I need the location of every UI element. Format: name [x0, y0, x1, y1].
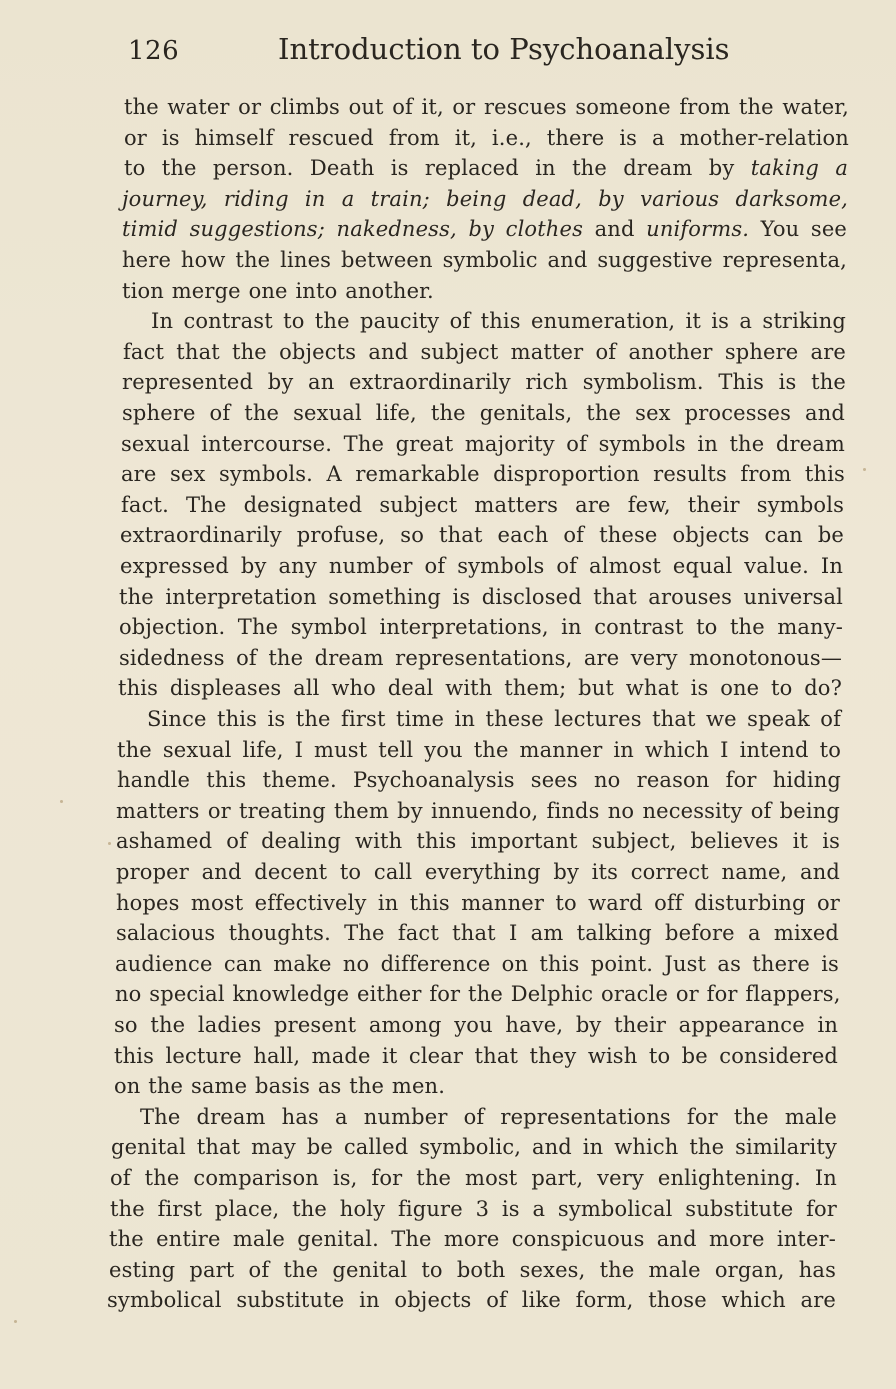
page-speck [863, 468, 866, 471]
text-run: salacious thoughts. The fact that I am talking before a mixed [116, 921, 839, 946]
text-line [119, 645, 842, 675]
text-line [122, 186, 848, 216]
text-line [147, 706, 841, 736]
text-run: fact that the objects and subject matter of another sphere are [123, 339, 846, 364]
text-line [122, 278, 434, 308]
text-run: You see [749, 217, 848, 242]
italic-text: journey, riding in a train; being dead, by various darksome, [122, 186, 848, 211]
text-line [116, 859, 840, 889]
text-line [121, 431, 845, 461]
text-run: are sex symbols. A remarkable disproportion results from this [121, 462, 845, 487]
text-run: this lecture hall, made it clear that they wish to be considered [114, 1043, 838, 1068]
text-run: so the ladies present among you have, by their appearance in [114, 1013, 838, 1037]
text-run: tion merge one into another. [122, 278, 434, 303]
text-line [115, 951, 839, 981]
text-run: the interpretation something is disclosed that arouses universal [119, 584, 843, 609]
text-run: ashamed of dealing with this important subject, believes it is [116, 829, 840, 854]
text-run: The dream has a number of representations for the male [140, 1104, 837, 1129]
text-line [122, 369, 846, 399]
text-run: sphere of the sexual life, the genitals, the sex processes and [122, 401, 845, 425]
page-header [128, 32, 730, 76]
text-run: fact. The designated subject matters are few, their symbols [121, 492, 844, 517]
text-line [122, 400, 845, 430]
text-line [110, 1196, 837, 1226]
text-line [122, 247, 847, 277]
text-line [107, 1287, 836, 1317]
text-run: the sexual life, I must tell you the manner in which I intend to [117, 737, 841, 762]
text-run: no special knowledge either for the Delphic oracle or for flappers, [115, 982, 841, 1007]
page-speck [108, 842, 111, 845]
text-line [109, 1226, 836, 1256]
text-run: expressed by any number of symbols of almost equal value. In [120, 554, 843, 578]
text-line [117, 767, 841, 797]
text-run: this displeases all who deal with them; but what is one to do? [118, 676, 842, 701]
text-line [116, 920, 839, 950]
text-line [124, 94, 849, 124]
text-run: represented by an extraordinarily rich symbolism. This is the [122, 370, 846, 395]
page-speck [14, 1320, 17, 1323]
text-run: to the person. Death is replaced in the dream by [124, 156, 751, 181]
text-line [120, 553, 843, 583]
text-line [114, 1012, 838, 1042]
text-run: objection. The symbol interpretations, in contrast to the many- [119, 615, 843, 640]
text-run: sidedness of the dream representations, are very monotonous— [119, 645, 842, 670]
text-run: the water or climbs out of it, or rescues someone from the water, [124, 95, 849, 119]
text-run: symbolical substitute in objects of like form, those which are [107, 1288, 836, 1313]
text-run: here how the lines between symbolic and suggestive representa, [122, 248, 847, 272]
italic-text: taking a [750, 156, 848, 181]
text-line [114, 1073, 445, 1103]
running-title: Introduction to Psychoanalysis [278, 32, 730, 66]
page-number: 126 [128, 36, 180, 66]
text-run: genital that may be called symbolic, and in which the similarity [111, 1135, 837, 1160]
italic-text: timid suggestions; nakedness, by clothes [122, 217, 583, 242]
text-line [124, 125, 849, 155]
text-run: In contrast to the paucity of this enumeration, it is a striking [151, 309, 846, 334]
text-run: on the same basis as the men. [114, 1074, 446, 1099]
text-line [151, 308, 846, 338]
text-run: extraordinarily profuse, so that each of these objects can be [120, 523, 844, 548]
text-line [122, 216, 847, 246]
text-run: of the comparison is, for the most part, very enlightening. In [110, 1166, 837, 1190]
page-speck [60, 800, 63, 803]
text-line [116, 798, 840, 828]
text-line [109, 1257, 836, 1287]
text-run: audience can make no difference on this point. Just as there is [115, 951, 839, 976]
text-line [121, 492, 844, 522]
text-run: sexual intercourse. The great majority of symbols in the dream [121, 431, 845, 456]
text-run: matters or treating them by innuendo, finds no necessity of being [116, 798, 840, 823]
text-line [114, 1043, 838, 1073]
text-line [117, 737, 841, 767]
text-line [118, 675, 842, 705]
text-line [121, 461, 845, 491]
text-line [124, 155, 848, 185]
text-line [119, 584, 843, 614]
text-run: the first place, the holy figure 3 is a symbolical substitute for [110, 1196, 837, 1221]
text-line [140, 1104, 837, 1134]
text-run: and [583, 217, 647, 242]
text-run: hopes most effectively in this manner to ward off disturbing or [116, 890, 840, 915]
text-run: esting part of the genital to both sexes, the male organ, has [109, 1257, 836, 1282]
italic-text: uniforms. [646, 217, 750, 242]
text-line [120, 522, 844, 552]
text-line [116, 828, 840, 858]
text-line [111, 1134, 837, 1164]
text-run: the entire male genital. The more conspicuous and more inter- [109, 1227, 836, 1252]
text-run: proper and decent to call everything by its correct name, and [116, 860, 840, 884]
text-run: handle this theme. Psychoanalysis sees no reason for hiding [117, 768, 841, 793]
text-line [115, 981, 839, 1011]
text-line [123, 339, 846, 369]
text-line [116, 890, 840, 920]
text-line [110, 1165, 837, 1195]
text-run: Since this is the first time in these lectures that we speak of [147, 707, 841, 731]
text-run: or is himself rescued from it, i.e., there is a mother-relation [124, 125, 849, 150]
text-line [119, 614, 843, 644]
